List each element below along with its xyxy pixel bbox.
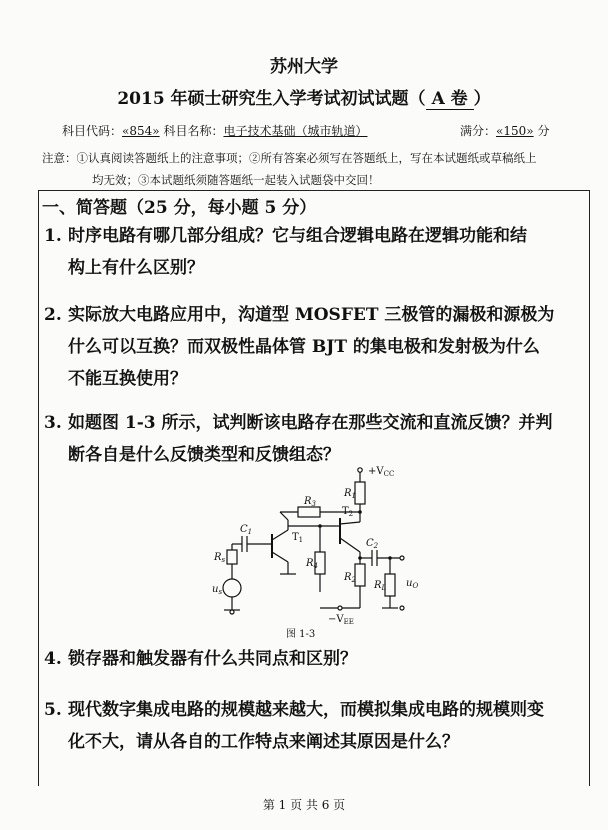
label-rl: $R_L$ <box>374 580 387 592</box>
vee-terminal <box>338 606 342 610</box>
question-text: 时序电路有哪几部分组成？它与组合逻辑电路在逻辑功能和结 <box>68 226 527 246</box>
label-c2: $C_2$ <box>366 538 379 550</box>
question-4 <box>44 643 584 675</box>
label-r3: $R_3$ <box>304 496 316 508</box>
notice-label: 注意： <box>42 151 77 165</box>
name-value: 电子技术基础（城市轨道） <box>223 124 368 138</box>
question-text: 锁存器和触发器有什么共同点和区别？ <box>68 649 357 669</box>
question-text: 实际放大电路应用中，沟道型 MOSFET 三极管的漏极和源极为 <box>68 305 555 325</box>
label-r2: $R_2$ <box>344 572 356 584</box>
question-text: 断各自是什么反馈类型和反馈组态？ <box>68 445 340 465</box>
question-text: 不能互换使用？ <box>68 369 187 389</box>
name-label: 科目名称： <box>163 124 224 138</box>
question-2 <box>44 299 584 395</box>
label-r1: $R_1$ <box>344 488 356 500</box>
question-1 <box>44 220 584 284</box>
resistor-r3 <box>298 507 320 517</box>
section-title: 一、简答题（25 分，每小题 5 分） <box>42 198 317 218</box>
exam-title-prefix: 2015 年硕士研究生入学考试初试试题（ <box>117 89 426 109</box>
label-rs: $R_s$ <box>214 552 226 564</box>
page-footer: 第 1 页 共 6 页 <box>262 798 346 812</box>
question-text: 构上有什么区别？ <box>68 258 204 278</box>
label-t2: $T_2$ <box>342 506 354 518</box>
university-title: 苏州大学 <box>270 57 338 77</box>
notice-line-2: 均无效；③本试题纸须随答题纸一起装入试题袋中交回！ <box>92 173 380 187</box>
label-vcc: $+V_{CC}$ <box>368 466 395 478</box>
notice-line-1 <box>42 150 582 166</box>
figure-caption: 图 1-3 <box>286 629 316 640</box>
resistor-rl <box>385 574 395 596</box>
label-c1: $C_1$ <box>240 524 253 536</box>
label-r4: $R_4$ <box>306 558 318 570</box>
label-vee: $-V_{EE}$ <box>328 614 354 626</box>
label-t1: $T_1$ <box>292 532 304 544</box>
source-us <box>223 579 241 597</box>
question-text: 现代数字集成电路的规模越来越大，而模拟集成电路的规模则变 <box>68 700 544 720</box>
question-number: 2. <box>44 305 62 325</box>
exam-title <box>0 84 608 110</box>
question-text: 什么可以互换？而双极性晶体管 BJT 的集电极和发射极为什么 <box>68 337 540 357</box>
question-number: 1. <box>44 226 62 246</box>
exam-meta <box>62 122 582 139</box>
notice-text-1: ①认真阅读答题纸上的注意事项；②所有答案必须写在答题纸上，写在本试题纸或草稿纸上 <box>76 151 537 165</box>
label-us: $u_s$ <box>212 584 223 596</box>
score-block <box>460 122 549 139</box>
label-uo: $u_O$ <box>406 578 419 590</box>
question-number: 5. <box>44 700 62 720</box>
code-value: «854» <box>122 124 160 138</box>
question-number: 3. <box>44 413 62 433</box>
question-text: 如题图 1-3 所示，试判断该电路存在那些交流和直流反馈？并判 <box>68 413 553 433</box>
score-value: «150» <box>496 124 534 138</box>
score-label: 满分： <box>460 124 497 138</box>
code-label: 科目代码： <box>62 124 123 138</box>
score-unit: 分 <box>537 124 550 138</box>
question-5 <box>44 694 584 758</box>
circuit-figure <box>190 462 440 642</box>
resistor-r2 <box>355 564 365 586</box>
vcc-terminal <box>358 468 362 472</box>
paper-version: A 卷 <box>426 84 474 110</box>
exam-title-suffix: ） <box>473 89 491 109</box>
question-number: 4. <box>44 649 62 669</box>
resistor-rs <box>227 550 237 564</box>
resistor-r1 <box>355 482 365 504</box>
question-text: 化不大，请从各自的工作特点来阐述其原因是什么？ <box>68 732 459 752</box>
